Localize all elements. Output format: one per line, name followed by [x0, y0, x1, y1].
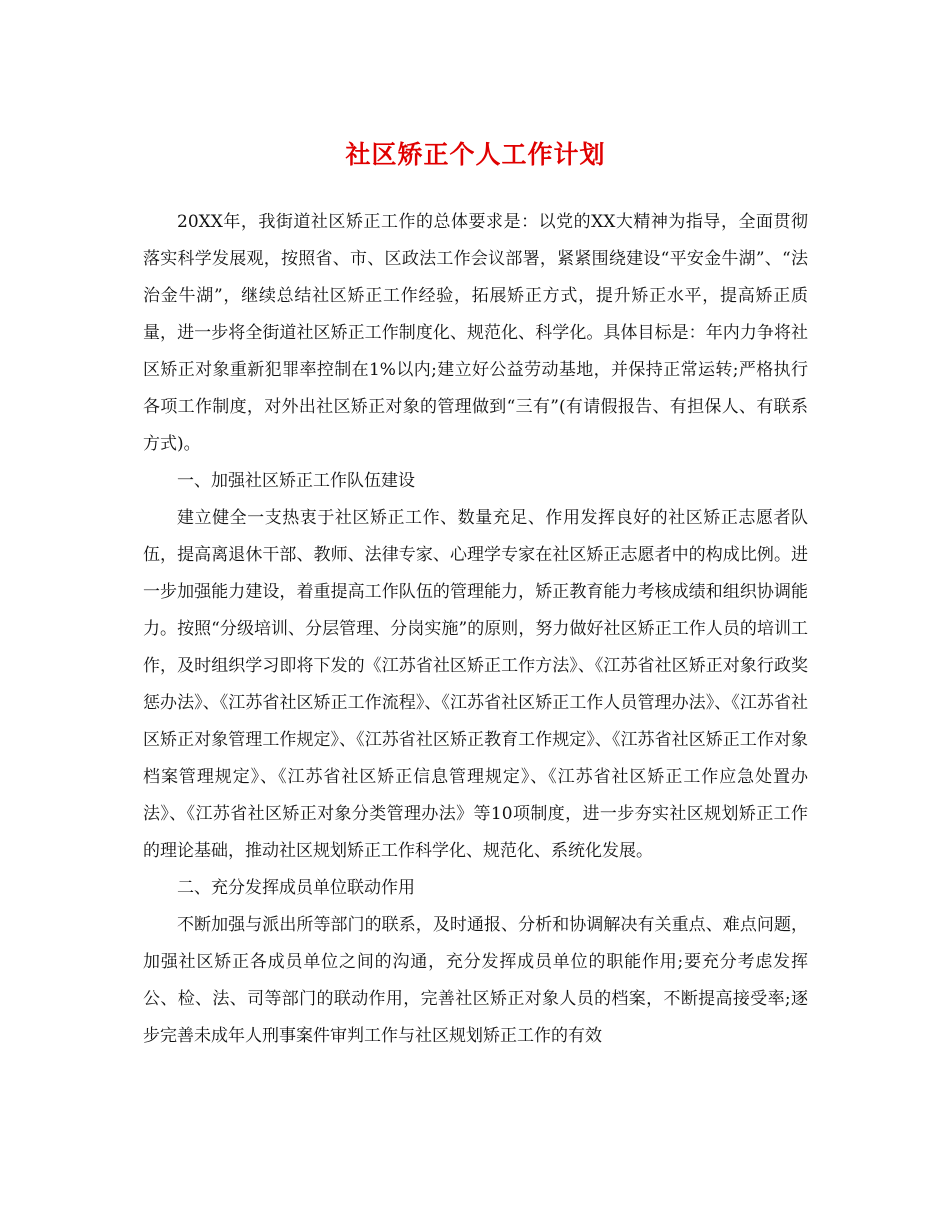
section-body-2: 不断加强与派出所等部门的联系，及时通报、分析和协调解决有关重点、难点问题，加强社区矫正各成员单位之间的沟通，充分发挥成员单位的职能作用;要充分考虑发挥公、检、法、司等部门的联动作用，完善社区矫正对象人员的档案，不断提高接受率;逐步完善未成年人刑事案件审判工作与社区规划矫正工作的有效 [143, 915, 808, 1046]
section-heading-2: 二、充分发挥成员单位联动作用 [177, 878, 415, 898]
intro-paragraph: 20XX年，我街道社区矫正工作的总体要求是：以党的XX大精神为指导，全面贯彻落实科学发展观，按照省、市、区政法工作会议部署，紧紧围绕建设“平安金牛湖”、“法治金牛湖”，继续总结社区矫正工作经验，拓展矫正方式，提升矫正水平，提高矫正质量，进一步将全街道社区矫正工作制度化、规范化、科学化。具体目标是：年内力争将社区矫正对象重新犯罪率控制在1%以内;建立好公益劳动基地，并保持正常运转;严格执行各项工作制度，对外出社区矫正对象的管理做到“三有”(有请假报告、有担保人、有联系方式)。 [143, 212, 808, 454]
section-body-1: 建立健全一支热衷于社区矫正工作、数量充足、作用发挥良好的社区矫正志愿者队伍，提高离退休干部、教师、法律专家、心理学专家在社区矫正志愿者中的构成比例。进一步加强能力建设，着重提高工作队伍的管理能力，矫正教育能力考核成绩和组织协调能力。按照“分级培训、分层管理、分岗实施”的原则，努力做好社区矫正工作人员的培训工作，及时组织学习即将下发的《江苏省社区矫正工作方法》、《江苏省社区矫正对象行政奖惩办法》、《江苏省社区矫正工作流程》、《江苏省社区矫正工作人员管理办法》、《江苏省社区矫正对象管理工作规定》、《江苏省社区矫正教育工作规定》、《江苏省社区矫正工作对象档案管理规定》、《江苏省社区矫正信息管理规定》、《江苏省社区矫正工作应急处置办法》、《江苏省社区矫正对象分类管理办法》等10项制度，进一步夯实社区规划矫正工作的理论基础，推动社区规划矫正工作科学化、规范化、系统化发展。 [143, 508, 808, 861]
document-page [143, 120, 808, 1055]
section-heading-1: 一、加强社区矫正工作队伍建设 [177, 471, 415, 491]
document-title: 社区矫正个人工作计划 [345, 140, 606, 169]
